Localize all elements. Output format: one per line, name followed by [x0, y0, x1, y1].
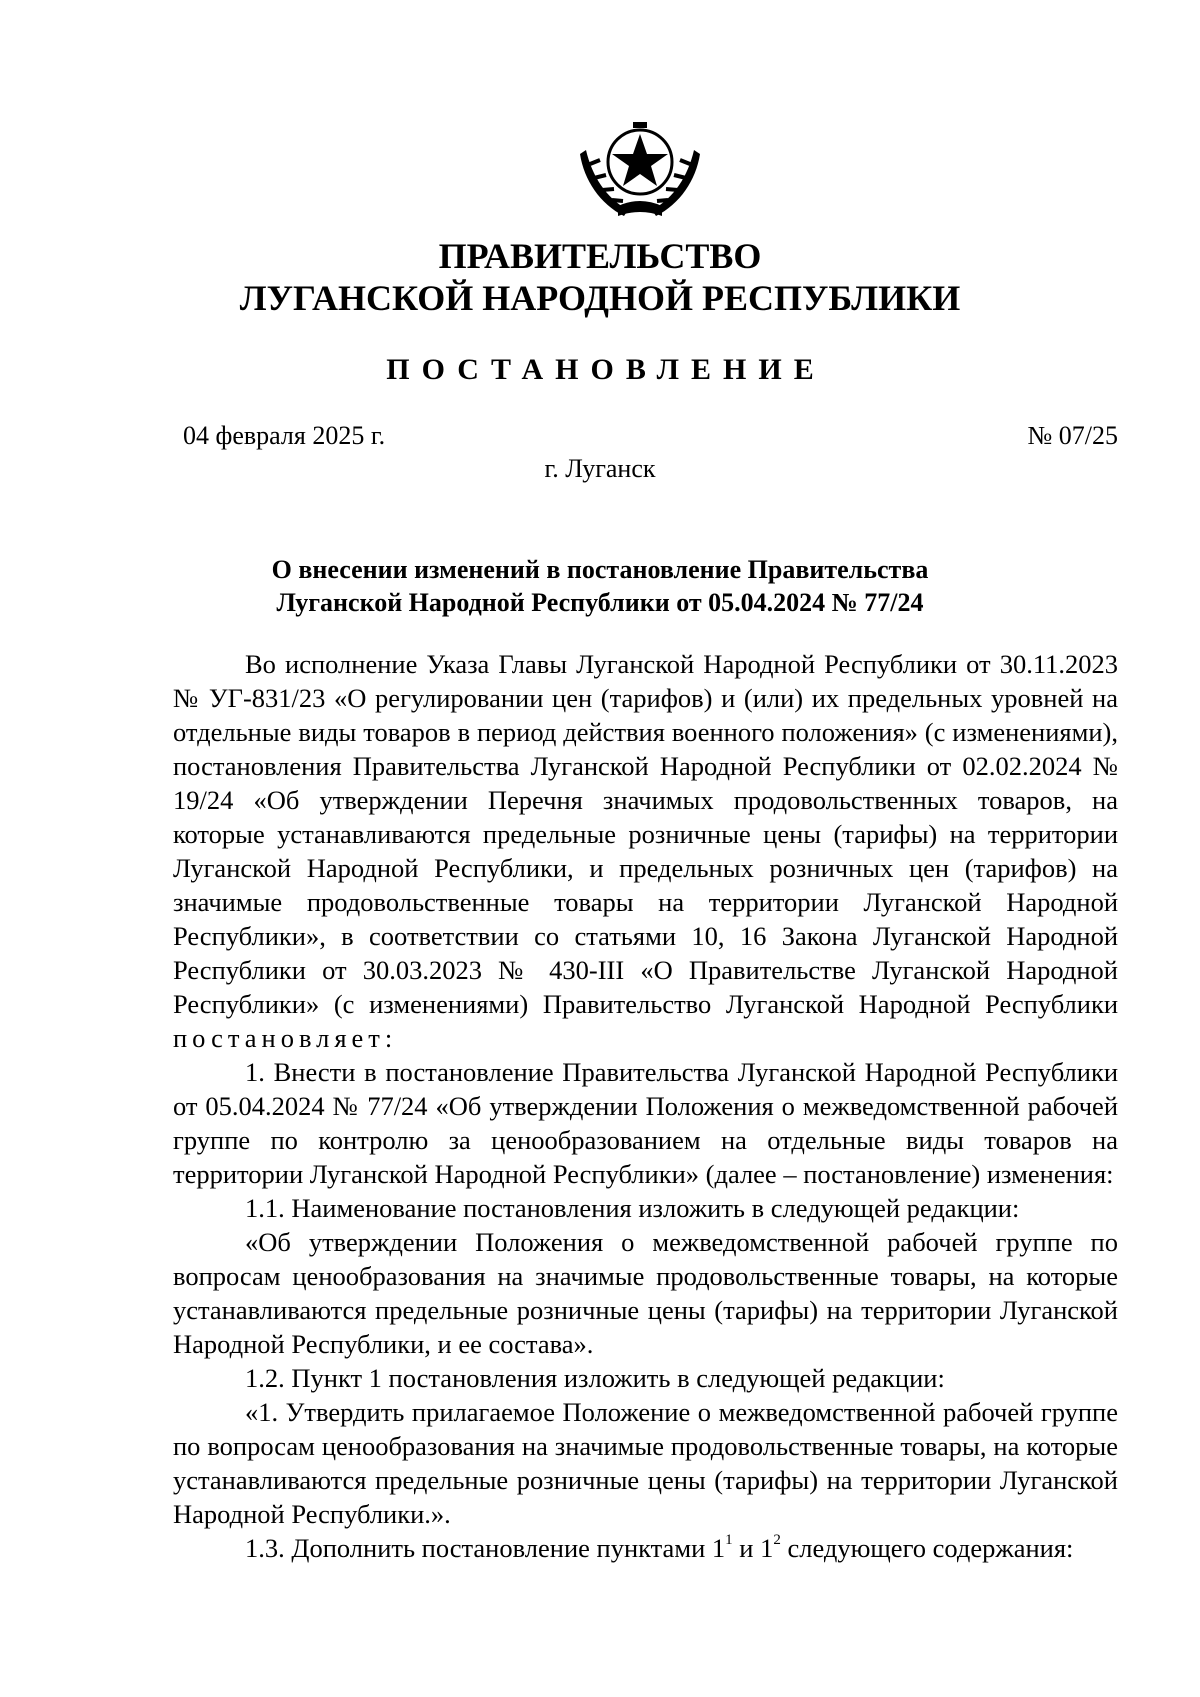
clause-1-3-sup-2: 2 [773, 1532, 781, 1549]
title-line-2: Луганской Народной Республики от 05.04.2024 № 77/24 [276, 588, 924, 617]
document-date: 04 февраля 2025 г. [183, 421, 386, 450]
clause-1-3-text-c: следующего содержания: [780, 1533, 1074, 1563]
document-city: г. Луганск [544, 454, 656, 483]
document-type: ПОСТАНОВЛЕНИЕ [386, 353, 826, 386]
preamble-text: Во исполнение Указа Главы Луганской Народной Республики от 30.11.2023 № УГ-831/23 «О регулировании цен (тарифов) и (или) их предельных уровней на отдельные виды товаров в период действия военного положения» (с изменениями), постановления Правительства Луганской Народной Республики от 02.02.2024 № 19/24 «Об утверждении Перечня значимых продовольственных товаров, на которые устанавливаются предельные розничные цены (тарифы) на территории Луганской Народной Республики, и предельных розничных цен (тарифов) на значимые продовольственные товары на территории Луганской Народной Республики», в соответствии со статьями 10, 16 Закона Луганской Народной Республики от 30.03.2023 № 430-III «О Правительстве Луганской Народной Республики» (с изменениями) Правительство Луганской Народной Республики [173, 649, 1118, 1019]
document-title [0, 553, 1200, 619]
document-body [173, 647, 1118, 1565]
coat-of-arms-emblem [578, 120, 702, 220]
clause-1-3-sup-1: 1 [725, 1532, 733, 1549]
clause-1-paragraph: 1. Внести в постановление Правительства Луганской Народной Республики от 05.04.2024 № 77/24 «Об утверждении Положения о межведомственной рабочей группе по контролю за ценообразованием на отдельные виды товаров на территории Луганской Народной Республики» (далее – постановление) изменения: [173, 1057, 1118, 1189]
clause-1-3-paragraph [173, 1531, 1118, 1565]
government-line-2: ЛУГАНСКОЙ НАРОДНОЙ РЕСПУБЛИКИ [239, 278, 961, 318]
document-number: № 07/25 [1027, 421, 1118, 450]
government-line-1: ПРАВИТЕЛЬСТВО [438, 236, 762, 276]
preamble-paragraph [173, 647, 1118, 1055]
clause-1-1-quote: «Об утверждении Положения о межведомственной рабочей группе по вопросам ценообразования на значимые продовольственные товары, на которые устанавливаются предельные розничные цены (тарифы) на территории Луганской Народной Республики, и ее состава». [173, 1227, 1118, 1359]
title-line-1: О внесении изменений в постановление Правительства [271, 555, 929, 584]
government-heading [0, 235, 1200, 319]
clause-1-3-text-b: и 1 [732, 1533, 774, 1563]
clause-1-2-paragraph: 1.2. Пункт 1 постановления изложить в следующей редакции: [245, 1363, 945, 1393]
clause-1-1-paragraph: 1.1. Наименование постановления изложить в следующей редакции: [245, 1193, 1020, 1223]
clause-1-3-text-a: 1.3. Дополнить постановление пунктами 1 [245, 1533, 726, 1563]
clause-1-2-quote: «1. Утвердить прилагаемое Положение о межведомственной рабочей группе по вопросам ценообразования на значимые продовольственные товары, на которые устанавливаются предельные розничные цены (тарифы) на территории Луганской Народной Республики.». [173, 1397, 1118, 1529]
resolves-word: постановляет: [173, 1023, 398, 1053]
